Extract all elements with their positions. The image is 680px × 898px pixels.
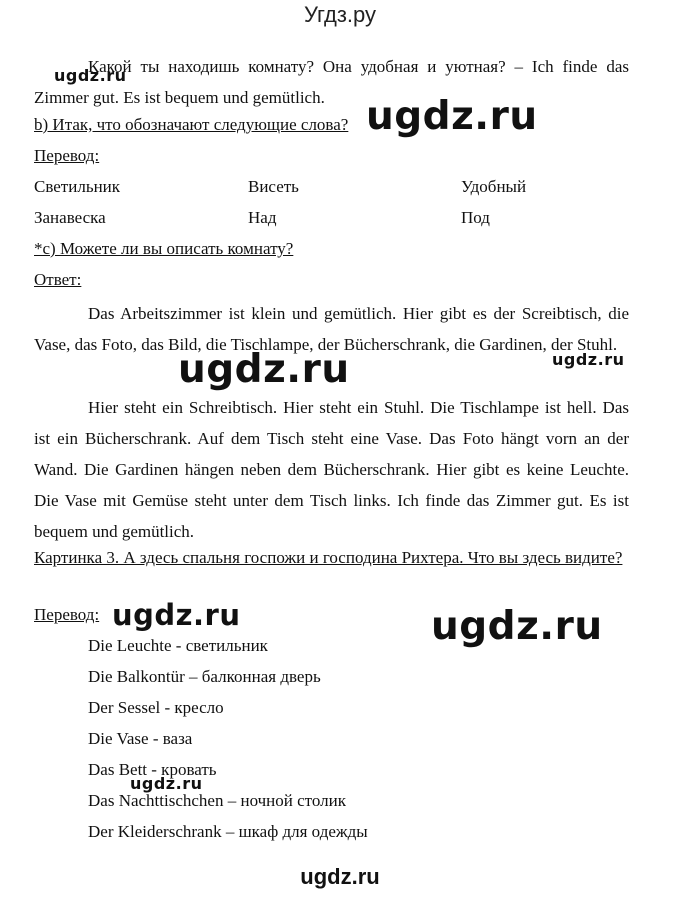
paragraph-intro: Какой ты находишь комнату? Она удобная и уютная? – Ich finde das Zimmer gut. Es ist bequem und gemütlich. <box>34 57 629 107</box>
watermark-large: ugdz.ru <box>431 604 603 649</box>
word-cell: Под <box>461 208 490 227</box>
word-cell: Занавеска <box>34 208 106 227</box>
answer-label: Ответ: <box>34 270 82 289</box>
vocab-item: Das Bett - кровать <box>88 760 217 779</box>
picture-3-heading: Картинка 3. А здесь спальня госпожи и господина Рихтера. Что вы здесь видите? <box>34 548 623 567</box>
answer-paragraph-1: Das Arbeitszimmer ist klein und gemütlich. Hier gibt es der Screibtisch, die Vase, das Foto, das Bild, die Tischlampe, der Bücherschrank, die Gardinen, der Stuhl. <box>34 304 629 354</box>
watermark-small: ugdz.ru <box>552 350 625 369</box>
vocab-item: Das Nachttischchen – ночной столик <box>88 791 346 810</box>
question-b: b) Итак, что обозначают следующие слова? <box>34 115 349 134</box>
word-cell: Светильник <box>34 177 121 196</box>
watermark-small: ugdz.ru <box>54 66 127 85</box>
word-cell: Висеть <box>248 177 299 196</box>
answer-paragraph-2: Hier steht ein Schreibtisch. Hier steht ein Stuhl. Die Tischlampe ist hell. Das ist ein Bücherschrank. Auf dem Tisch steht eine Vase. Das Foto hängt vorn an der Wand. Die Gardinen hängen neben dem Bücherschrank. Hier gibt es keine Leuchte. Die Vase mit Gemüse steht unter dem Tisch links. Ich finde das Zimmer gut. Es ist bequem und gemütlich. <box>34 398 629 541</box>
vocab-item: Der Kleiderschrank – шкаф для одежды <box>88 822 368 841</box>
site-footer: ugdz.ru <box>300 864 380 889</box>
vocab-item: Der Sessel - кресло <box>88 698 224 717</box>
watermark-small: ugdz.ru <box>130 774 203 793</box>
vocab-item: Die Vase - ваза <box>88 729 193 748</box>
vocab-item: Die Balkontür – балконная дверь <box>88 667 321 686</box>
word-cell: Удобный <box>461 177 527 196</box>
translation-label: Перевод: <box>34 146 100 165</box>
watermark-large: ugdz.ru <box>178 347 350 392</box>
question-c: *c) Можете ли вы описать комнату? <box>34 239 294 258</box>
site-header: Угдз.ру <box>303 2 377 27</box>
watermark-large: ugdz.ru <box>366 94 538 139</box>
translation-label-2: Перевод: <box>34 605 100 624</box>
vocab-item: Die Leuchte - светильник <box>88 636 268 655</box>
word-cell: Над <box>248 208 277 227</box>
watermark-medium: ugdz.ru <box>112 598 241 632</box>
